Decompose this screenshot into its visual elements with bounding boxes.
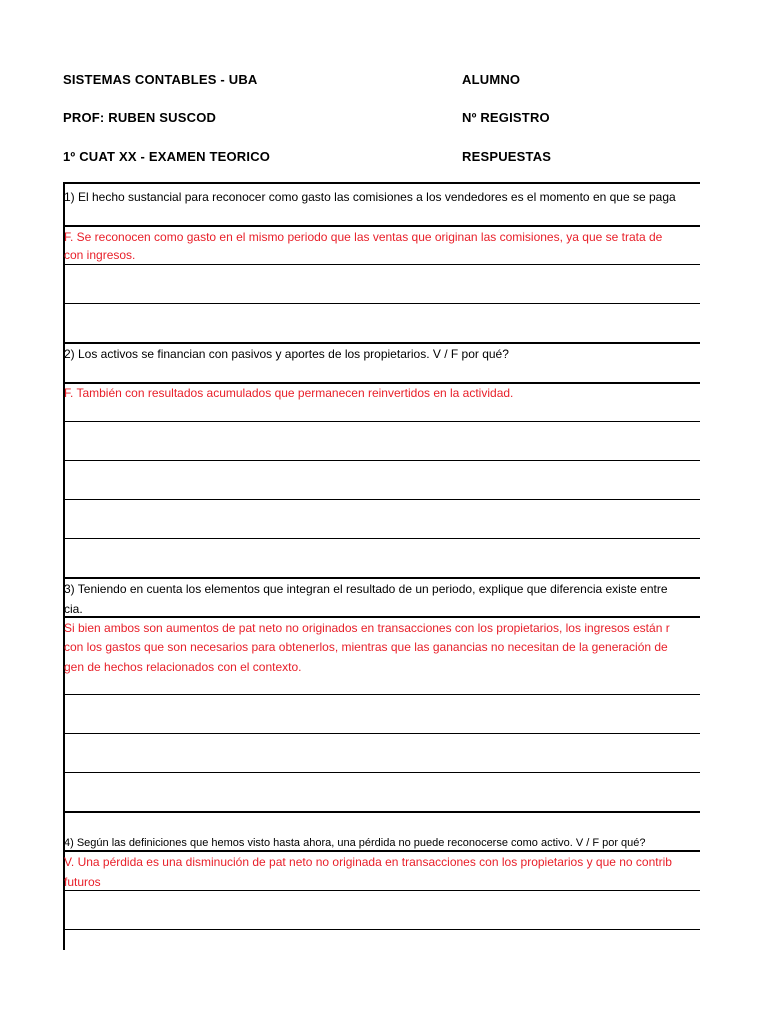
rule-thick — [63, 225, 700, 227]
rule-thick — [63, 182, 700, 184]
question-3-line-2: cia. — [64, 602, 83, 616]
rule — [63, 499, 700, 500]
rule — [63, 303, 700, 304]
answer-3-line-3: gen de hechos relacionados con el contexto. — [64, 660, 302, 674]
question-1-line-1: 1) El hecho sustancial para reconocer como gasto las comisiones a los vendedores es el momento en que se paga — [64, 190, 676, 204]
rule — [63, 733, 700, 734]
answer-3-line-2: con los gastos que son necesarios para obtenerlos, mientras que las ganancias no necesitan de la generación de — [64, 640, 668, 654]
rule — [63, 772, 700, 773]
question-3-line-1: 3) Teniendo en cuenta los elementos que integran el resultado de un periodo, explique que diferencia existe entre — [64, 582, 668, 596]
answer-1-line-2: con ingresos. — [64, 248, 136, 262]
question-2-line-1: 2) Los activos se financian con pasivos y aportes de los propietarios. V / F por qué? — [64, 347, 509, 361]
answer-4-line-1: V. Una pérdida es una disminución de pat neto no originada en transacciones con los propietarios y que no contrib — [64, 855, 672, 869]
rule — [63, 460, 700, 461]
answers-label: RESPUESTAS — [462, 149, 552, 164]
rule-thick — [63, 811, 700, 813]
registry-label: Nº REGISTRO — [462, 110, 550, 125]
rule — [63, 929, 700, 930]
rule-thick — [63, 577, 700, 579]
answer-1-line-1: F. Se reconocen como gasto en el mismo periodo que las ventas que originan las comisiones, ya que se trata de — [64, 230, 663, 244]
rule-thick — [63, 342, 700, 344]
professor-name: PROF: RUBEN SUSCOD — [63, 110, 217, 125]
course-title: SISTEMAS CONTABLES - UBA — [63, 72, 258, 87]
answer-3-line-1: Si bien ambos son aumentos de pat neto no originados en transacciones con los propietarios, los ingresos están r — [64, 621, 670, 635]
rule — [63, 538, 700, 539]
rule — [63, 694, 700, 695]
student-label: ALUMNO — [462, 72, 521, 87]
question-4-line-1: 4) Según las definiciones que hemos visto hasta ahora, una pérdida no puede reconocerse como activo. V / F por qué? — [64, 837, 646, 849]
answer-4-line-2: futuros — [64, 875, 101, 889]
exam-title: 1º CUAT XX - EXAMEN TEORICO — [63, 149, 271, 164]
answer-sheet — [63, 182, 700, 950]
rule — [63, 421, 700, 422]
answer-2-line-1: F. También con resultados acumulados que permanecen reinvertidos en la actividad. — [64, 386, 514, 400]
